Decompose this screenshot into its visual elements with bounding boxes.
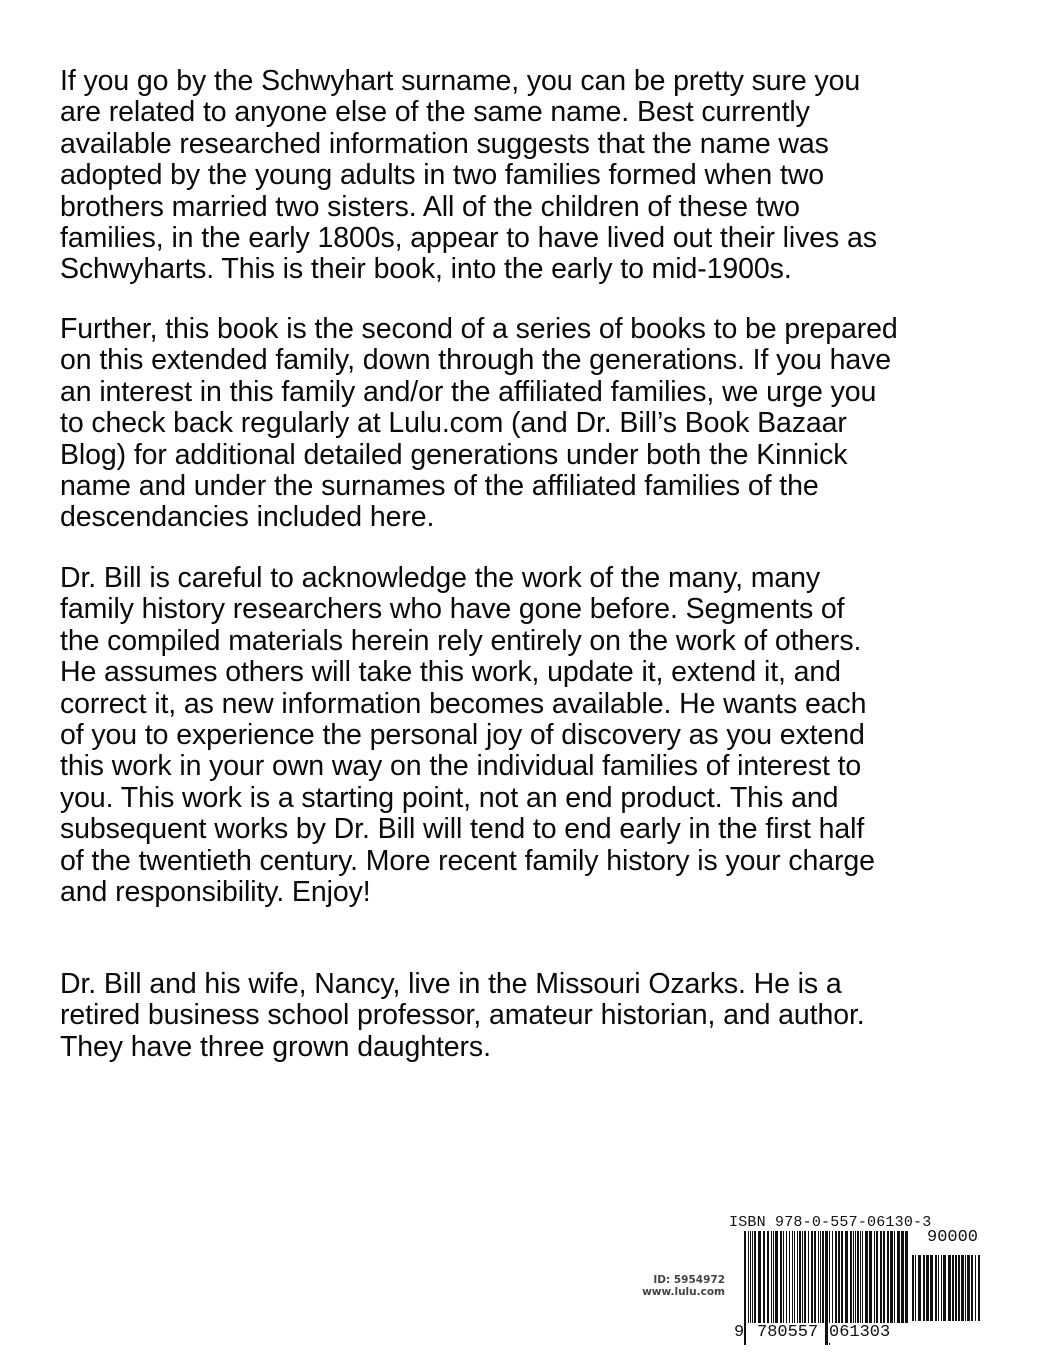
paragraph-book-series: Further, this book is the second of a series of books to be prepared on this extended family, down through the generations. If you have an interest in this family and/or the affiliated families, we urge you to check back regularly at Lulu.com (and Dr. Bill’s Book Bazaar Blog) for additional detailed generations under both the Kinnick name and under the surnames of the affiliated families of the descendancies included here. xyxy=(60,313,898,534)
barcode-bar xyxy=(750,1231,751,1323)
barcode-bar xyxy=(775,1231,778,1323)
barcode-bar xyxy=(792,1231,793,1323)
barcode-bar xyxy=(835,1231,837,1323)
barcode-bar xyxy=(901,1231,904,1323)
lulu-id-label: ID: 5954972 xyxy=(653,1274,725,1286)
barcode-bar xyxy=(799,1231,801,1323)
barcode-bar xyxy=(915,1255,916,1321)
barcode-bar xyxy=(967,1255,970,1321)
barcode-bar xyxy=(943,1255,946,1321)
barcode-bar xyxy=(935,1255,937,1321)
barcode-bar xyxy=(890,1231,893,1323)
price-addon-barcode xyxy=(912,1255,980,1343)
barcode-left-digits: 780557 xyxy=(757,1323,819,1342)
barcode-bar xyxy=(814,1231,816,1323)
barcode-bar xyxy=(767,1231,769,1323)
barcode-bar xyxy=(860,1231,861,1323)
isbn-label: ISBN 978-0-557-06130-3 xyxy=(729,1214,932,1231)
barcode-bar xyxy=(961,1255,964,1321)
barcode-bar xyxy=(797,1231,798,1323)
paragraph-acknowledgement: Dr. Bill is careful to acknowledge the work of the many, many family history researchers who have gone before. Segments of the compiled materials herein rely entirely on the work of others. He assumes others will take this work, update it, extend it, and correct it, as new information becomes available. He wants each of you to experience the personal joy of discovery as you extend this work in your own way on the individual families of interest to you. This work is a starting point, not an end product. This and subsequent works by Dr. Bill will tend to end early in the first half of the twentieth century. More recent family history is your charge and responsibility. Enjoy! xyxy=(60,562,875,909)
barcode-bar xyxy=(955,1255,957,1321)
barcode-bar xyxy=(876,1231,878,1323)
barcode-bar xyxy=(780,1231,782,1323)
barcode-right-digits: 061303 xyxy=(829,1323,891,1342)
barcode-bar xyxy=(853,1231,854,1323)
barcode-bar xyxy=(880,1231,882,1323)
barcode-bar xyxy=(971,1255,973,1321)
barcode-bar xyxy=(952,1255,954,1321)
barcode-bar xyxy=(930,1255,933,1321)
barcode-bar xyxy=(941,1255,942,1321)
barcode-bar xyxy=(938,1255,939,1321)
barcode-bar xyxy=(832,1231,833,1323)
barcode-bar xyxy=(958,1255,960,1321)
barcode-bar xyxy=(845,1231,848,1323)
barcode-bar xyxy=(802,1231,803,1323)
barcode-bar xyxy=(804,1231,806,1323)
barcode-bar xyxy=(965,1255,966,1321)
barcode-bar xyxy=(874,1231,875,1323)
barcode-bar xyxy=(948,1255,951,1321)
barcode-bar xyxy=(894,1231,895,1323)
barcode-bar xyxy=(923,1255,925,1321)
barcode-bar xyxy=(869,1231,872,1323)
lulu-id-block xyxy=(600,1274,725,1298)
barcode-bar xyxy=(786,1231,787,1323)
barcode-bar xyxy=(820,1231,821,1323)
barcode-bar xyxy=(748,1231,749,1323)
barcode-bar xyxy=(794,1231,795,1323)
lulu-url: www.lulu.com xyxy=(642,1286,725,1298)
barcode-bar xyxy=(763,1231,765,1323)
barcode-bar xyxy=(978,1255,980,1321)
barcode-bar xyxy=(818,1231,819,1323)
barcode-first-digit: 9 xyxy=(734,1323,745,1342)
barcode-bar xyxy=(808,1231,809,1323)
barcode-bar xyxy=(912,1255,914,1321)
barcode-bar xyxy=(850,1231,852,1323)
paragraph-author-bio: Dr. Bill and his wife, Nancy, live in the Missouri Ozarks. He is a retired business school professor, amateur historian, and author. They have three grown daughters. xyxy=(60,968,865,1063)
barcode-bar xyxy=(771,1231,772,1323)
barcode-bar xyxy=(883,1231,885,1323)
barcode-bar xyxy=(855,1231,856,1323)
barcode-bar xyxy=(841,1231,843,1323)
barcode-bar xyxy=(862,1231,863,1323)
barcode-bar xyxy=(897,1231,900,1323)
barcode-bar xyxy=(887,1231,889,1323)
barcode-bar xyxy=(754,1231,756,1323)
paragraph-surname-origin: If you go by the Schwyhart surname, you can be pretty sure you are related to anyone else of the same name. Best currently available researched information suggests that the name was adopted by the young adults in two families formed when two brothers married two sisters. All of the children of these two families, in the early 1800s, appear to have lived out their lives as Schwyharts. This is their book, into the early to mid-1900s. xyxy=(60,65,877,286)
barcode-bar xyxy=(918,1255,921,1321)
barcode-bar xyxy=(789,1231,790,1323)
barcode-bar xyxy=(752,1231,753,1323)
barcode-bar xyxy=(783,1231,784,1323)
barcode-addon-digits: 90000 xyxy=(927,1228,979,1247)
barcode-bar xyxy=(975,1255,976,1321)
barcode-bar xyxy=(857,1231,859,1323)
barcode-bar xyxy=(865,1231,868,1323)
barcode-bar xyxy=(926,1255,929,1321)
barcode-bar xyxy=(905,1231,908,1323)
barcode-bar xyxy=(838,1231,840,1323)
barcode-bar xyxy=(773,1231,774,1323)
barcode-bar xyxy=(758,1231,761,1323)
barcode-bar xyxy=(822,1231,824,1323)
barcode-bar xyxy=(811,1231,813,1323)
